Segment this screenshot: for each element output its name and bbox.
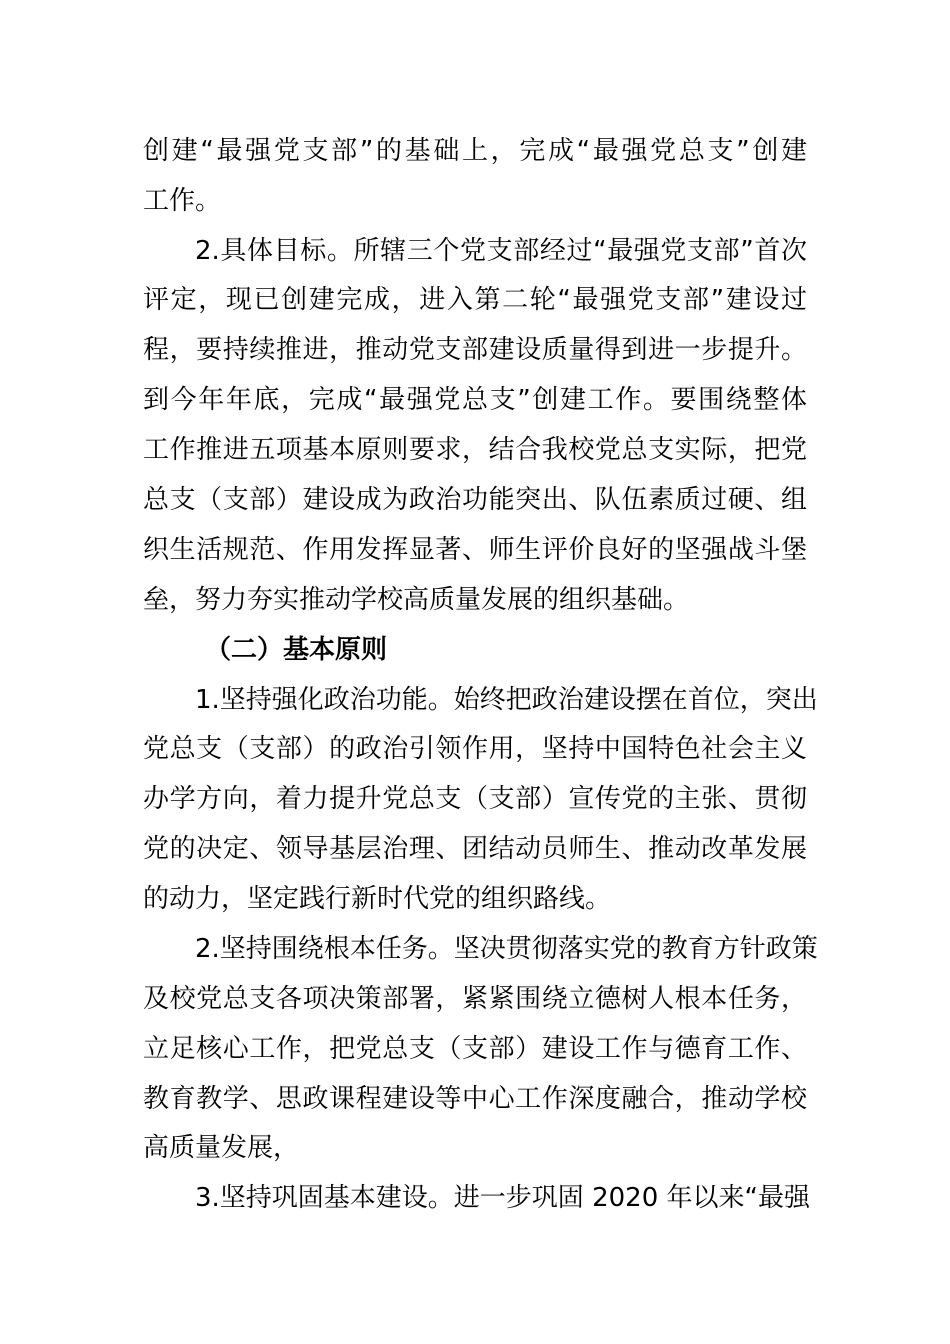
- body-text-line: 的动力，坚定践行新时代党的组织路线。: [143, 884, 612, 914]
- body-text-line: 评定，现已创建完成，进入第二轮“最强党支部”建设过: [143, 285, 807, 315]
- body-text-line: 党的决定、领导基层治理、团结动员师生、推动改革发展: [143, 834, 807, 864]
- body-text-line: 工作推进五项基本原则要求，结合我校党总支实际，把党: [143, 435, 807, 465]
- body-text-line: 垒，努力夯实推动学校高质量发展的组织基础。: [143, 585, 690, 615]
- body-text-line: 高质量发展，: [143, 1133, 300, 1163]
- body-text-line: 织生活规范、作用发挥显著、师生评价良好的坚强战斗堡: [143, 535, 807, 565]
- body-text-line: 立足核心工作，把党总支（支部）建设工作与德育工作、: [143, 1034, 807, 1064]
- body-text-line: 党总支（支部）的政治引领作用，坚持中国特色社会主义: [143, 734, 807, 764]
- body-text-line: 程，要持续推进，推动党支部建设质量得到进一步提升。: [143, 335, 807, 365]
- body-text-line: 2.具体目标。所辖三个党支部经过“最强党支部”首次: [195, 236, 807, 266]
- body-text-line: 到今年年底，完成“最强党总支”创建工作。要围绕整体: [143, 385, 807, 415]
- body-text-line: 1.坚持强化政治功能。始终把政治建设摆在首位，突出: [195, 685, 818, 715]
- body-text-line: 工作。: [143, 186, 222, 216]
- body-text-line: 及校党总支各项决策部署，紧紧围绕立德树人根本任务，: [143, 984, 807, 1014]
- section-heading: （二）基本原则: [205, 635, 388, 665]
- body-text-line: 办学方向，着力提升党总支（支部）宣传党的主张、贯彻: [143, 784, 807, 814]
- body-text-line: 3.坚持巩固基本建设。进一步巩固 2020 年以来“最强: [195, 1183, 810, 1213]
- body-text-line: 2.坚持围绕根本任务。坚决贯彻落实党的教育方针政策: [195, 934, 818, 964]
- body-text-line: 总支（支部）建设成为政治功能突出、队伍素质过硬、组: [143, 485, 807, 515]
- body-text-line: 教育教学、思政课程建设等中心工作深度融合，推动学校: [143, 1084, 807, 1114]
- body-text-line: 创建“最强党支部”的基础上，完成“最强党总支”创建: [143, 136, 807, 166]
